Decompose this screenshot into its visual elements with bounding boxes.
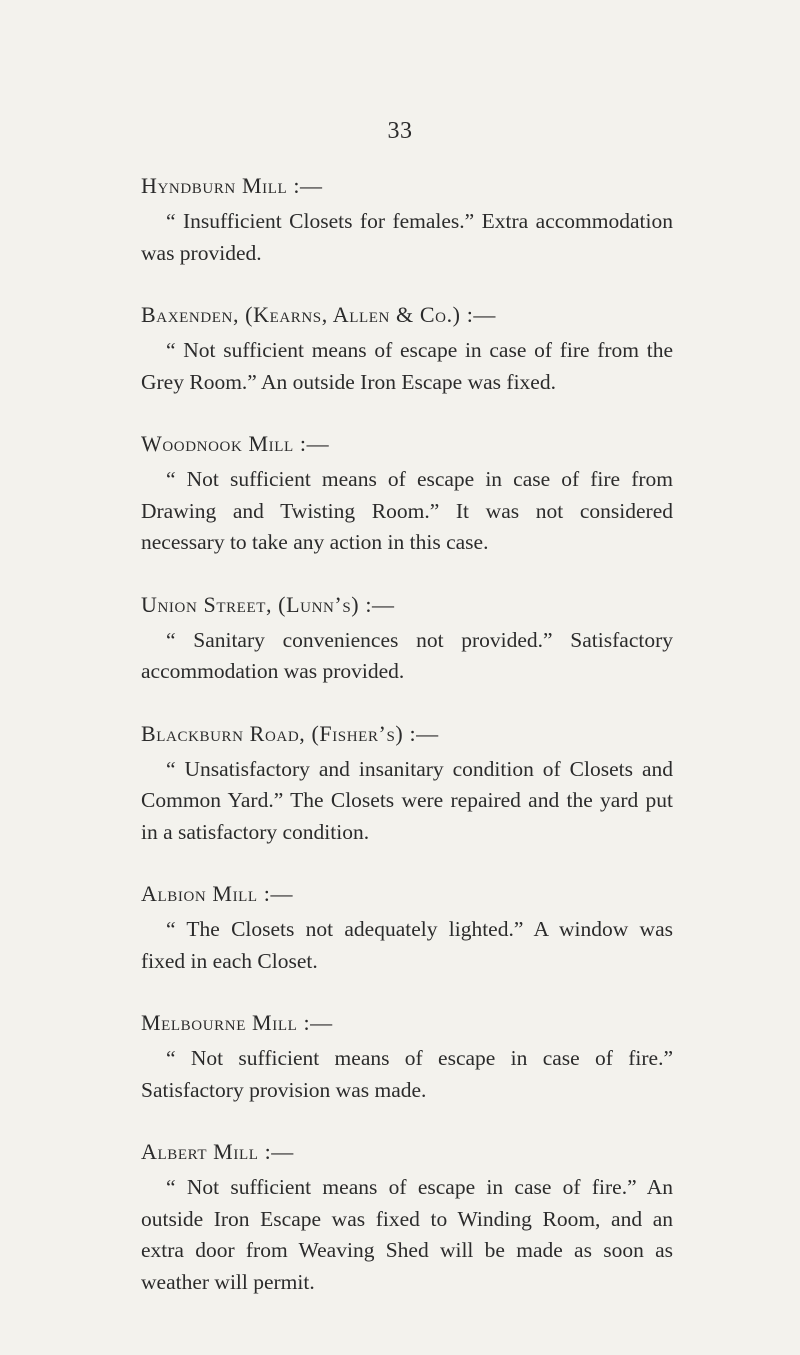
entry-text: “ Not sufficient means of escape in case of fire.” Satisfactory provision was made. bbox=[141, 1046, 673, 1102]
page-number: 33 bbox=[387, 118, 413, 144]
entry-heading: Baxenden, (Kearns, Allen & Co.) :— bbox=[141, 302, 497, 327]
document-body bbox=[141, 170, 673, 1328]
entry-woodnook-mill bbox=[141, 428, 673, 559]
entry-baxenden bbox=[141, 299, 673, 398]
entry-heading: Union Street, (Lunn’s) :— bbox=[141, 591, 395, 617]
entry-blackburn-road bbox=[141, 718, 673, 849]
entry-albion-mill bbox=[141, 878, 673, 977]
entry-hyndburn-mill bbox=[141, 170, 673, 269]
entry-heading: Melbourne Mill :— bbox=[141, 1010, 333, 1035]
entry-text: “ Not sufficient means of escape in case of fire.” An outside Iron Escape was fixed to Winding Room, and an extra door from Weaving Shed will be made as soon as weather will permit. bbox=[141, 1175, 673, 1294]
entry-text: “ Not sufficient means of escape in case of fire from Drawing and Twisting Room.” It was not considered necessary to take any action in this case. bbox=[141, 467, 673, 554]
entry-heading: Hyndburn Mill :— bbox=[141, 173, 323, 198]
entry-heading: Albert Mill :— bbox=[141, 1139, 294, 1164]
entry-text: “ The Closets not adequately lighted.” A window was fixed in each Closet. bbox=[141, 917, 673, 973]
entry-text: “ Insufficient Closets for females.” Extra accommodation was provided. bbox=[141, 209, 673, 265]
entry-text: “ Not sufficient means of escape in case of fire from the Grey Room.” An outside Iron Escape was fixed. bbox=[141, 338, 673, 394]
entry-text: “ Unsatisfactory and insanitary condition of Closets and Common Yard.” The Closets were repaired and the yard put in a satisfactory condition. bbox=[141, 756, 673, 844]
entry-heading: Woodnook Mill :— bbox=[141, 431, 330, 456]
entry-albert-mill bbox=[141, 1136, 673, 1298]
entry-text: “ Sanitary conveniences not provided.” Satisfactory accommodation was provided. bbox=[141, 627, 673, 683]
entry-heading: Albion Mill :— bbox=[141, 881, 294, 906]
entry-melbourne-mill bbox=[141, 1007, 673, 1106]
entry-heading: Blackburn Road, (Fisher’s) :— bbox=[141, 720, 439, 746]
entry-union-street bbox=[141, 589, 673, 688]
